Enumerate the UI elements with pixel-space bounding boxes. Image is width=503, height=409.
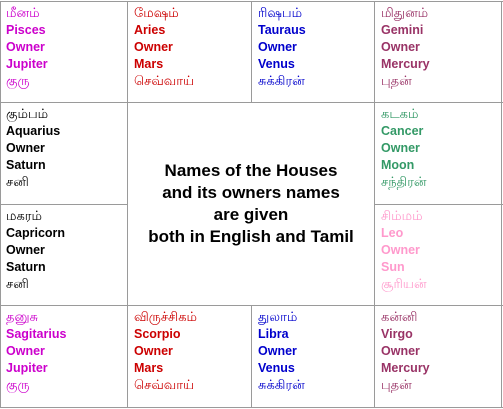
grid-line <box>501 1 502 408</box>
house-name-tamil: கடகம் <box>381 107 419 122</box>
owner-planet: Mars <box>134 361 164 375</box>
house-name-tamil: துலாம் <box>258 310 298 325</box>
house-name-english: Libra <box>258 327 289 341</box>
caption-line-1: Names of the Houses <box>164 160 338 180</box>
house-name-english: Aquarius <box>6 124 61 138</box>
house-name-english: Tauraus <box>258 23 306 37</box>
owner-label: Owner <box>134 40 173 54</box>
owner-planet: Sun <box>381 260 405 274</box>
house-name-english: Gemini <box>381 23 424 37</box>
caption-line-2: and its owners names <box>162 182 340 202</box>
house-name-tamil: விருச்சிகம் <box>134 310 197 325</box>
house-name-english: Virgo <box>381 327 413 341</box>
house-name-english: Aries <box>134 23 166 37</box>
caption-line-3: are given <box>213 204 289 224</box>
owner-planet: Jupiter <box>6 57 48 71</box>
owner-planet: Venus <box>258 57 295 71</box>
house-capricorn <box>0 205 127 305</box>
owner-label: Owner <box>6 243 45 257</box>
owner-planet-tamil: செவ்வாய் <box>134 74 195 89</box>
house-scorpio <box>128 306 251 407</box>
owner-planet: Venus <box>258 361 295 375</box>
house-name-english: Capricorn <box>6 226 66 240</box>
house-gemini <box>375 2 501 102</box>
center-caption <box>128 102 374 305</box>
owner-label: Owner <box>381 40 420 54</box>
house-name-english: Sagitarius <box>6 327 67 341</box>
owner-planet-tamil: சனி <box>6 277 29 292</box>
owner-planet-tamil: புதன் <box>381 74 412 89</box>
house-name-tamil: தனுசு <box>6 310 39 325</box>
owner-planet: Mars <box>134 57 164 71</box>
house-leo <box>375 205 501 305</box>
house-aquarius <box>0 103 127 204</box>
house-name-tamil: மீனம் <box>6 6 40 21</box>
owner-planet: Mercury <box>381 57 430 71</box>
owner-planet-tamil: குரு <box>6 74 30 89</box>
house-name-english: Scorpio <box>134 327 181 341</box>
house-aries <box>128 2 251 102</box>
owner-label: Owner <box>258 40 297 54</box>
house-name-tamil: சிம்மம் <box>381 209 423 224</box>
owner-label: Owner <box>6 141 45 155</box>
owner-planet-tamil: சுக்கிரன் <box>258 378 305 393</box>
house-sagittarius <box>0 306 127 407</box>
house-name-tamil: மேஷம் <box>134 6 179 21</box>
owner-planet: Saturn <box>6 260 46 274</box>
house-name-tamil: கும்பம் <box>6 107 49 122</box>
owner-planet-tamil: குரு <box>6 378 30 393</box>
owner-label: Owner <box>258 344 297 358</box>
house-virgo <box>375 306 501 407</box>
house-name-english: Pisces <box>6 23 46 37</box>
house-taurus <box>252 2 374 102</box>
owner-label: Owner <box>6 344 45 358</box>
house-cancer <box>375 103 501 204</box>
owner-planet: Jupiter <box>6 361 48 375</box>
house-pisces <box>0 2 127 102</box>
house-name-tamil: மகரம் <box>6 209 42 224</box>
owner-planet: Mercury <box>381 361 430 375</box>
house-libra <box>252 306 374 407</box>
owner-label: Owner <box>381 344 420 358</box>
owner-planet-tamil: செவ்வாய் <box>134 378 195 393</box>
house-name-tamil: மிதுனம் <box>381 6 429 21</box>
owner-label: Owner <box>6 40 45 54</box>
owner-label: Owner <box>134 344 173 358</box>
owner-label: Owner <box>381 141 420 155</box>
house-name-tamil: ரிஷபம் <box>258 6 303 21</box>
owner-label: Owner <box>381 243 420 257</box>
caption-line-4: both in English and Tamil <box>148 226 354 246</box>
owner-planet: Moon <box>381 158 415 172</box>
owner-planet-tamil: சனி <box>6 175 29 190</box>
house-name-english: Cancer <box>381 124 424 138</box>
owner-planet-tamil: சுக்கிரன் <box>258 74 305 89</box>
house-name-english: Leo <box>381 226 404 240</box>
owner-planet-tamil: சந்திரன் <box>381 175 427 190</box>
house-name-tamil: கன்னி <box>381 310 418 325</box>
owner-planet-tamil: சூரியன் <box>381 277 427 292</box>
owner-planet: Saturn <box>6 158 46 172</box>
owner-planet-tamil: புதன் <box>381 378 412 393</box>
